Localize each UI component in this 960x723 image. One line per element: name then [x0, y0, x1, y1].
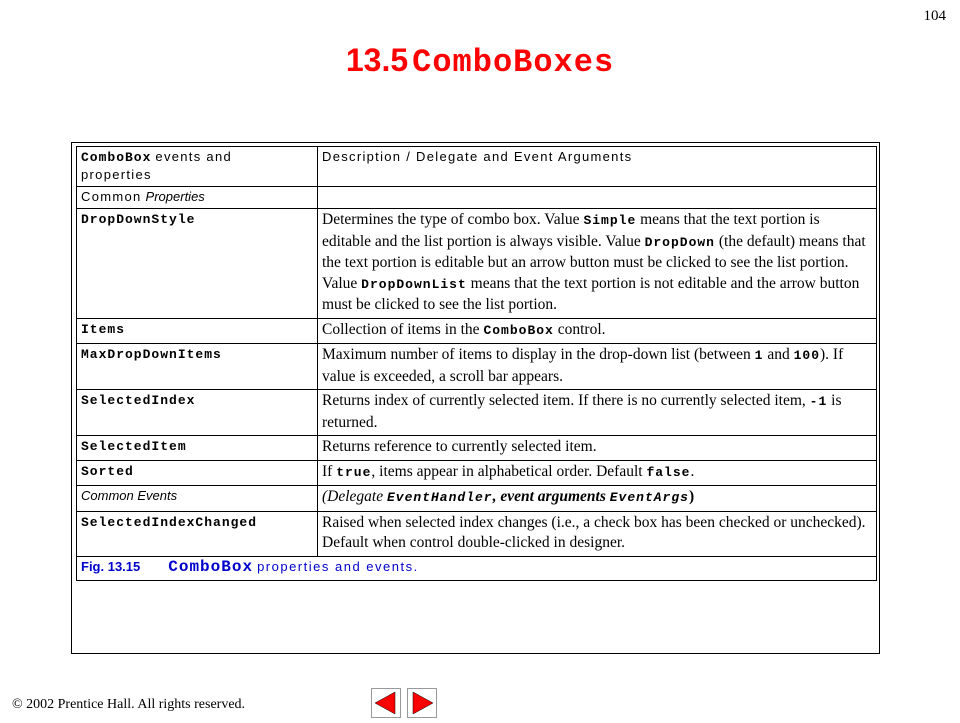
caption-code: ComboBox [168, 557, 254, 576]
properties-name-cell [77, 318, 318, 344]
common-properties-italic: Properties [145, 189, 205, 204]
right-arrow-icon [407, 688, 437, 718]
properties-name: Sorted [81, 463, 134, 479]
properties-name: SelectedIndex [81, 393, 196, 408]
header-col1 [77, 147, 318, 187]
events-description [318, 511, 877, 556]
inline-code: 100 [793, 348, 820, 363]
delegate-args-code: EventArgs [609, 490, 689, 505]
common-properties-empty [318, 187, 877, 209]
properties-row [77, 318, 877, 344]
description-text: Raised when selected index changes (i.e., a check box has been checked or unchecked). Default when control double-clicked in designer. [322, 513, 866, 551]
title-code: ComboBoxes [412, 44, 615, 81]
inline-code: DropDownList [361, 276, 467, 292]
description-text: ). If value is exceeded, a scroll bar appears. [322, 346, 844, 385]
delegate-prefix: (Delegate [322, 488, 387, 505]
description-text: (the default) means that the text portion is editable but an arrow button must be clicked to see the list portion. Value [322, 232, 866, 292]
header-col2 [318, 147, 877, 187]
delegate-code: EventHandler [386, 490, 493, 505]
common-events-row [77, 486, 877, 512]
page-title [0, 42, 960, 81]
title-number: 13.5 [345, 42, 409, 78]
page-number: 104 [923, 8, 946, 24]
left-arrow-icon [371, 688, 401, 718]
properties-name-cell [77, 390, 318, 436]
description-text: Maximum number of items to display in the drop-down list (between [322, 346, 755, 363]
header-col2-text: Description / Delegate and Event Arguments [322, 149, 633, 164]
description-text: and [763, 346, 794, 363]
common-events-cell [77, 486, 318, 512]
inline-code: true [336, 464, 372, 480]
common-properties-row [77, 187, 877, 209]
properties-name: Items [81, 321, 126, 337]
next-slide-button[interactable] [407, 688, 437, 718]
copyright: © 2002 Prentice Hall. All rights reserved. [12, 697, 246, 712]
properties-name-cell [77, 460, 318, 486]
previous-slide-button[interactable] [371, 688, 401, 718]
caption-row [77, 556, 877, 580]
description-text: is returned. [322, 392, 842, 431]
delegate-close: ) [688, 488, 695, 505]
inline-code: ComboBox [483, 322, 554, 338]
events-name-cell [77, 511, 318, 556]
properties-name: SelectedItem [81, 439, 187, 454]
properties-description [318, 209, 877, 319]
description-text: means that the text portion is not editable and the arrow button must be clicked to see the list portion. [322, 274, 860, 313]
properties-row [77, 209, 877, 319]
description-text: Determines the type of combo box. Value [322, 211, 584, 228]
common-properties-cell [77, 187, 318, 209]
description-text: Collection of items in the [322, 320, 484, 338]
combobox-properties-table [76, 146, 877, 581]
header-col1-text2: properties [81, 167, 152, 182]
events-name: SelectedIndexChanged [81, 514, 258, 530]
inline-code: -1 [809, 394, 828, 409]
properties-description [318, 460, 877, 486]
properties-description [318, 436, 877, 461]
properties-row [77, 344, 877, 390]
caption-cell [77, 556, 877, 580]
properties-name-cell [77, 209, 318, 319]
description-text: , items appear in alphabetical order. Default [371, 462, 647, 480]
inline-code: Simple [583, 213, 637, 228]
description-text: Returns reference to currently selected item. [322, 438, 597, 455]
common-properties-prefix: Common [81, 189, 142, 204]
properties-row [77, 460, 877, 486]
description-text: means that the text portion is editable and the list portion is always visible. Value [322, 211, 820, 250]
inline-code: 1 [754, 348, 764, 363]
delegate-args-label: , event arguments [492, 488, 610, 505]
inline-code: false [646, 464, 691, 480]
header-col1-code: ComboBox [81, 150, 152, 165]
properties-row [77, 390, 877, 436]
properties-name: MaxDropDownItems [81, 347, 222, 362]
properties-row [77, 436, 877, 461]
properties-description [318, 318, 877, 344]
properties-name-cell [77, 436, 318, 461]
description-text: . [690, 462, 695, 480]
caption-text: properties and events. [257, 558, 419, 574]
common-events-delegate [318, 486, 877, 512]
description-text: If [322, 462, 337, 480]
properties-name: DropDownStyle [81, 212, 196, 227]
inline-code: DropDown [644, 234, 715, 250]
properties-description [318, 390, 877, 436]
table-header-row [77, 147, 877, 187]
properties-name-cell [77, 344, 318, 390]
events-row [77, 511, 877, 556]
caption-fig: Fig. 13.15 [81, 558, 141, 574]
description-text: Returns index of currently selected item. If there is no currently selected item, [322, 392, 810, 409]
common-events-label: Common Events [81, 488, 178, 503]
header-col1-text1: events and [155, 149, 233, 164]
properties-description [318, 344, 877, 390]
description-text: control. [553, 320, 606, 338]
